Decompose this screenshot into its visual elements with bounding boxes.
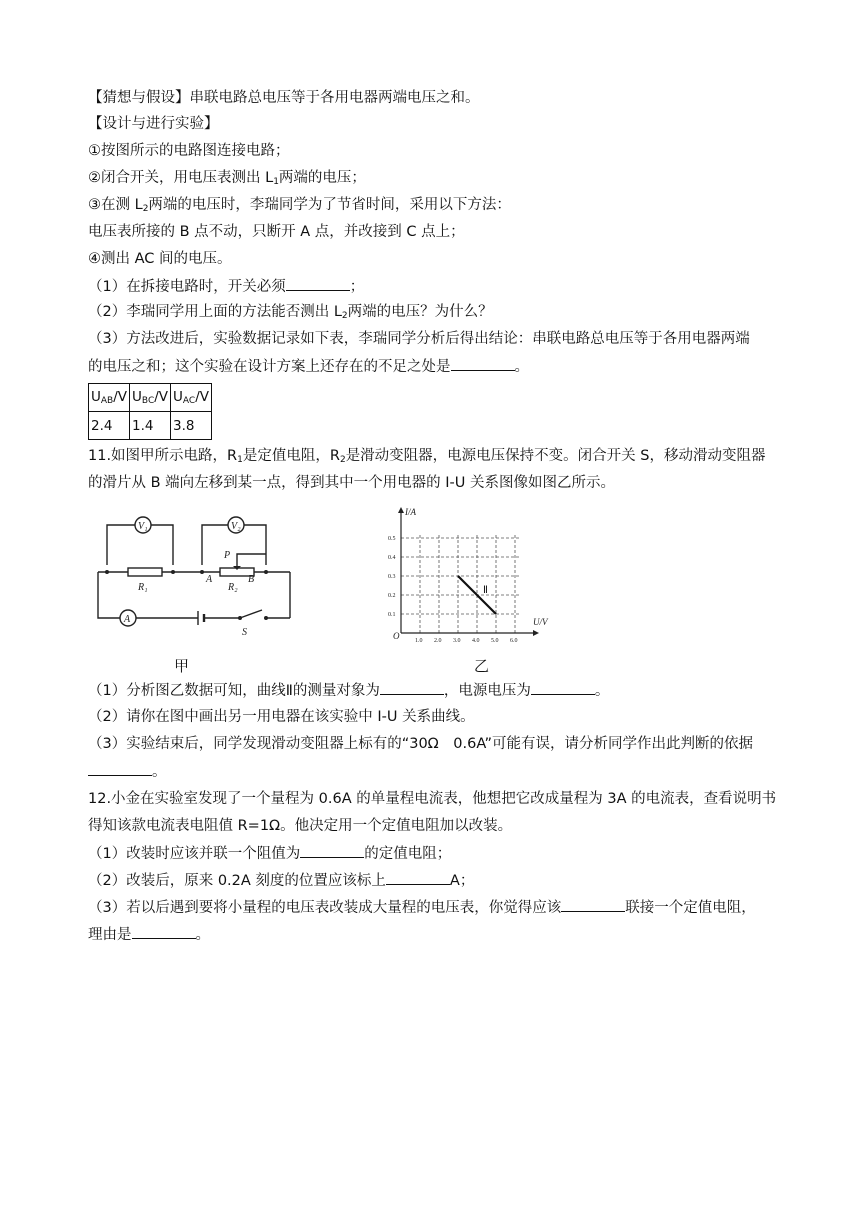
step-3-detail-text: 电压表所接的 B 点不动，只断开 A 点，并改接到 C 点上； bbox=[88, 224, 465, 240]
answer-blank[interactable] bbox=[132, 924, 196, 939]
voltage-table bbox=[88, 383, 212, 440]
step-2 bbox=[88, 168, 366, 192]
series-label-ii: Ⅱ bbox=[483, 585, 488, 596]
q12-part3-cont-end: 。 bbox=[195, 927, 210, 943]
q11-part1 bbox=[88, 680, 609, 701]
question-3-cont-text: 的电压之和；这个实验在设计方案上还存在的不足之处是 bbox=[88, 359, 451, 375]
question-1 bbox=[88, 276, 364, 297]
x-axis-label: U/V bbox=[533, 617, 548, 627]
table-header-cell: $U_{BC}/V$ bbox=[130, 384, 171, 412]
answer-blank[interactable] bbox=[286, 276, 350, 291]
table-header-cell: $U_{AB}/V$ bbox=[89, 384, 130, 412]
step-1-text: ①按图所示的电路图连接电路； bbox=[88, 143, 290, 159]
table-row bbox=[89, 412, 212, 440]
step-3 bbox=[88, 195, 511, 219]
q12-part3 bbox=[88, 897, 756, 918]
hypothesis-text: 【猜想与假设】串联电路总电压等于各用电器两端电压之和。 bbox=[88, 90, 480, 106]
answer-blank[interactable] bbox=[451, 356, 515, 371]
answer-blank[interactable] bbox=[380, 680, 444, 695]
q12-stem-cont bbox=[88, 816, 512, 836]
x-tick-label: 2.0 bbox=[434, 638, 442, 644]
q11-part3-cont bbox=[88, 761, 167, 782]
q11-part1-end: 。 bbox=[594, 683, 610, 699]
question-3 bbox=[88, 329, 750, 349]
q12-part3-cont bbox=[88, 924, 210, 945]
design-heading-text: 【设计与进行实验】 bbox=[88, 116, 219, 132]
q12-text: 得知该款电流表电阻值 R=1Ω。他决定用一个定值电阻加以改装。 bbox=[88, 818, 513, 834]
x-tick-label: 4.0 bbox=[472, 638, 480, 644]
y-tick-label: 0.1 bbox=[388, 612, 396, 618]
subscript: 2 bbox=[339, 455, 346, 465]
q11-part3 bbox=[88, 734, 753, 754]
q12-part2-end: A； bbox=[449, 873, 475, 889]
y-tick-label: 0.2 bbox=[388, 593, 396, 599]
circuit-diagram bbox=[90, 510, 300, 645]
q11-part1-text: （1）分析图乙数据可知，曲线Ⅱ的测量对象为 bbox=[88, 683, 380, 699]
q11-text: 的滑片从 B 端向左移到某一点，得到其中一个用电器的 I-U 关系图像如图乙所示。 bbox=[88, 475, 616, 491]
question-2-end: 两端的电压？为什么？ bbox=[347, 304, 493, 320]
q12-part3-text: （3）若以后遇到要将小量程的电压表改装成大量程的电压表，你觉得应该 bbox=[88, 900, 562, 916]
answer-blank[interactable] bbox=[561, 897, 625, 912]
q12-part1 bbox=[88, 843, 451, 864]
answer-blank[interactable] bbox=[531, 680, 595, 695]
q11-part2 bbox=[88, 707, 475, 727]
q11-part3-end: 。 bbox=[152, 764, 167, 780]
question-3-text: （3）方法改进后，实验数据记录如下表，李瑞同学分析后得出结论：串联电路总电压等于各用电器两端 bbox=[88, 331, 750, 347]
table-cell: 1.4 bbox=[130, 412, 171, 440]
step-4-text: ④测出 AC 间的电压。 bbox=[88, 251, 232, 267]
q12-part1-text: （1）改装时应该并联一个阻值为 bbox=[88, 846, 301, 862]
voltmeter-v2-label: V₂ bbox=[231, 521, 241, 532]
y-axis-label: I/A bbox=[405, 507, 416, 517]
answer-blank[interactable] bbox=[386, 870, 450, 885]
answer-blank[interactable] bbox=[300, 843, 364, 858]
table-header-row bbox=[89, 384, 212, 412]
q12-stem bbox=[88, 789, 776, 809]
q11-text: 是滑动变阻器，电源电压保持不变。闭合开关 S，移动滑动变阻器 bbox=[345, 448, 766, 464]
q12-part2 bbox=[88, 870, 474, 891]
q11-text: 是定值电阻，R bbox=[242, 448, 340, 464]
voltmeter-v1-label: V₁ bbox=[138, 521, 148, 532]
x-tick-label: 3.0 bbox=[453, 638, 461, 644]
step-3-text-end: 两端的电压时，李瑞同学为了节省时间，采用以下方法： bbox=[148, 197, 511, 213]
q12-part2-text: （2）改装后，原来 0.2A 刻度的位置应该标上 bbox=[88, 873, 386, 889]
y-tick-label: 0.4 bbox=[388, 555, 396, 561]
question-2 bbox=[88, 302, 493, 326]
slider-p-label: P bbox=[224, 550, 231, 561]
q11-stem-cont bbox=[88, 473, 615, 493]
q12-part3-end: 联接一个定值电阻， bbox=[625, 900, 756, 916]
q11-part1-text: ，电源电压为 bbox=[443, 683, 531, 699]
step-4 bbox=[88, 249, 232, 269]
hypothesis-line bbox=[88, 88, 480, 108]
x-tick-label: 1.0 bbox=[415, 638, 423, 644]
subscript: 2 bbox=[341, 311, 348, 321]
x-tick-label: 6.0 bbox=[510, 638, 518, 644]
step-1 bbox=[88, 141, 290, 161]
answer-blank[interactable] bbox=[88, 761, 152, 776]
figure-caption-jia: 甲 bbox=[174, 657, 190, 675]
q12-part3-cont-text: 理由是 bbox=[88, 927, 132, 943]
switch-label: S bbox=[242, 627, 247, 638]
point-b-label: B bbox=[248, 574, 255, 585]
y-tick-label: 0.5 bbox=[388, 536, 396, 542]
iu-chart bbox=[383, 505, 558, 647]
question-3-end: 。 bbox=[514, 359, 529, 375]
q12-text: 12.小金在实验室发现了一个量程为 0.6A 的单量程电流表，他想把它改成量程为 3A 的电流表，查看说明书 bbox=[88, 791, 777, 807]
question-1-text: （1）在拆接电路时，开关必须 bbox=[88, 279, 286, 295]
q11-part3-text: （3）实验结束后，同学发现滑动变阻器上标有的“30Ω 0.6A”可能有误，请分析同学作出此判断的依据 bbox=[88, 736, 753, 752]
point-a-label: A bbox=[206, 574, 213, 585]
subscript: 1 bbox=[273, 177, 279, 187]
q11-part2-text: （2）请你在图中画出另一用电器在该实验中 I-U 关系曲线。 bbox=[88, 709, 475, 725]
question-3-cont bbox=[88, 356, 529, 377]
q11-text: 11.如图甲所示电路，R bbox=[88, 448, 238, 464]
question-1-end: ； bbox=[349, 279, 365, 295]
figure-caption-yi: 乙 bbox=[474, 657, 490, 675]
y-tick-label: 0.3 bbox=[388, 574, 396, 580]
q11-stem bbox=[88, 446, 766, 470]
x-tick-label: 5.0 bbox=[491, 638, 499, 644]
table-header-cell: $U_{AC}/V$ bbox=[171, 384, 212, 412]
resistor-r1-label: R₁ bbox=[138, 582, 148, 593]
step-2-text: ②闭合开关，用电压表测出 L bbox=[88, 170, 274, 186]
design-heading bbox=[88, 114, 219, 134]
q12-part1-end: 的定值电阻； bbox=[364, 846, 452, 862]
table-cell: 3.8 bbox=[171, 412, 212, 440]
subscript: 1 bbox=[237, 455, 243, 465]
step-3-detail bbox=[88, 222, 465, 242]
resistor-r2-label: R₂ bbox=[228, 582, 238, 593]
subscript: 2 bbox=[142, 204, 149, 214]
table-cell: 2.4 bbox=[89, 412, 130, 440]
step-2-text-end: 两端的电压； bbox=[278, 170, 366, 186]
ammeter-label: A bbox=[124, 614, 131, 625]
question-2-text: （2）李瑞同学用上面的方法能否测出 L bbox=[88, 304, 342, 320]
origin-label: O bbox=[393, 631, 400, 641]
step-3-text: ③在测 L bbox=[88, 197, 143, 213]
